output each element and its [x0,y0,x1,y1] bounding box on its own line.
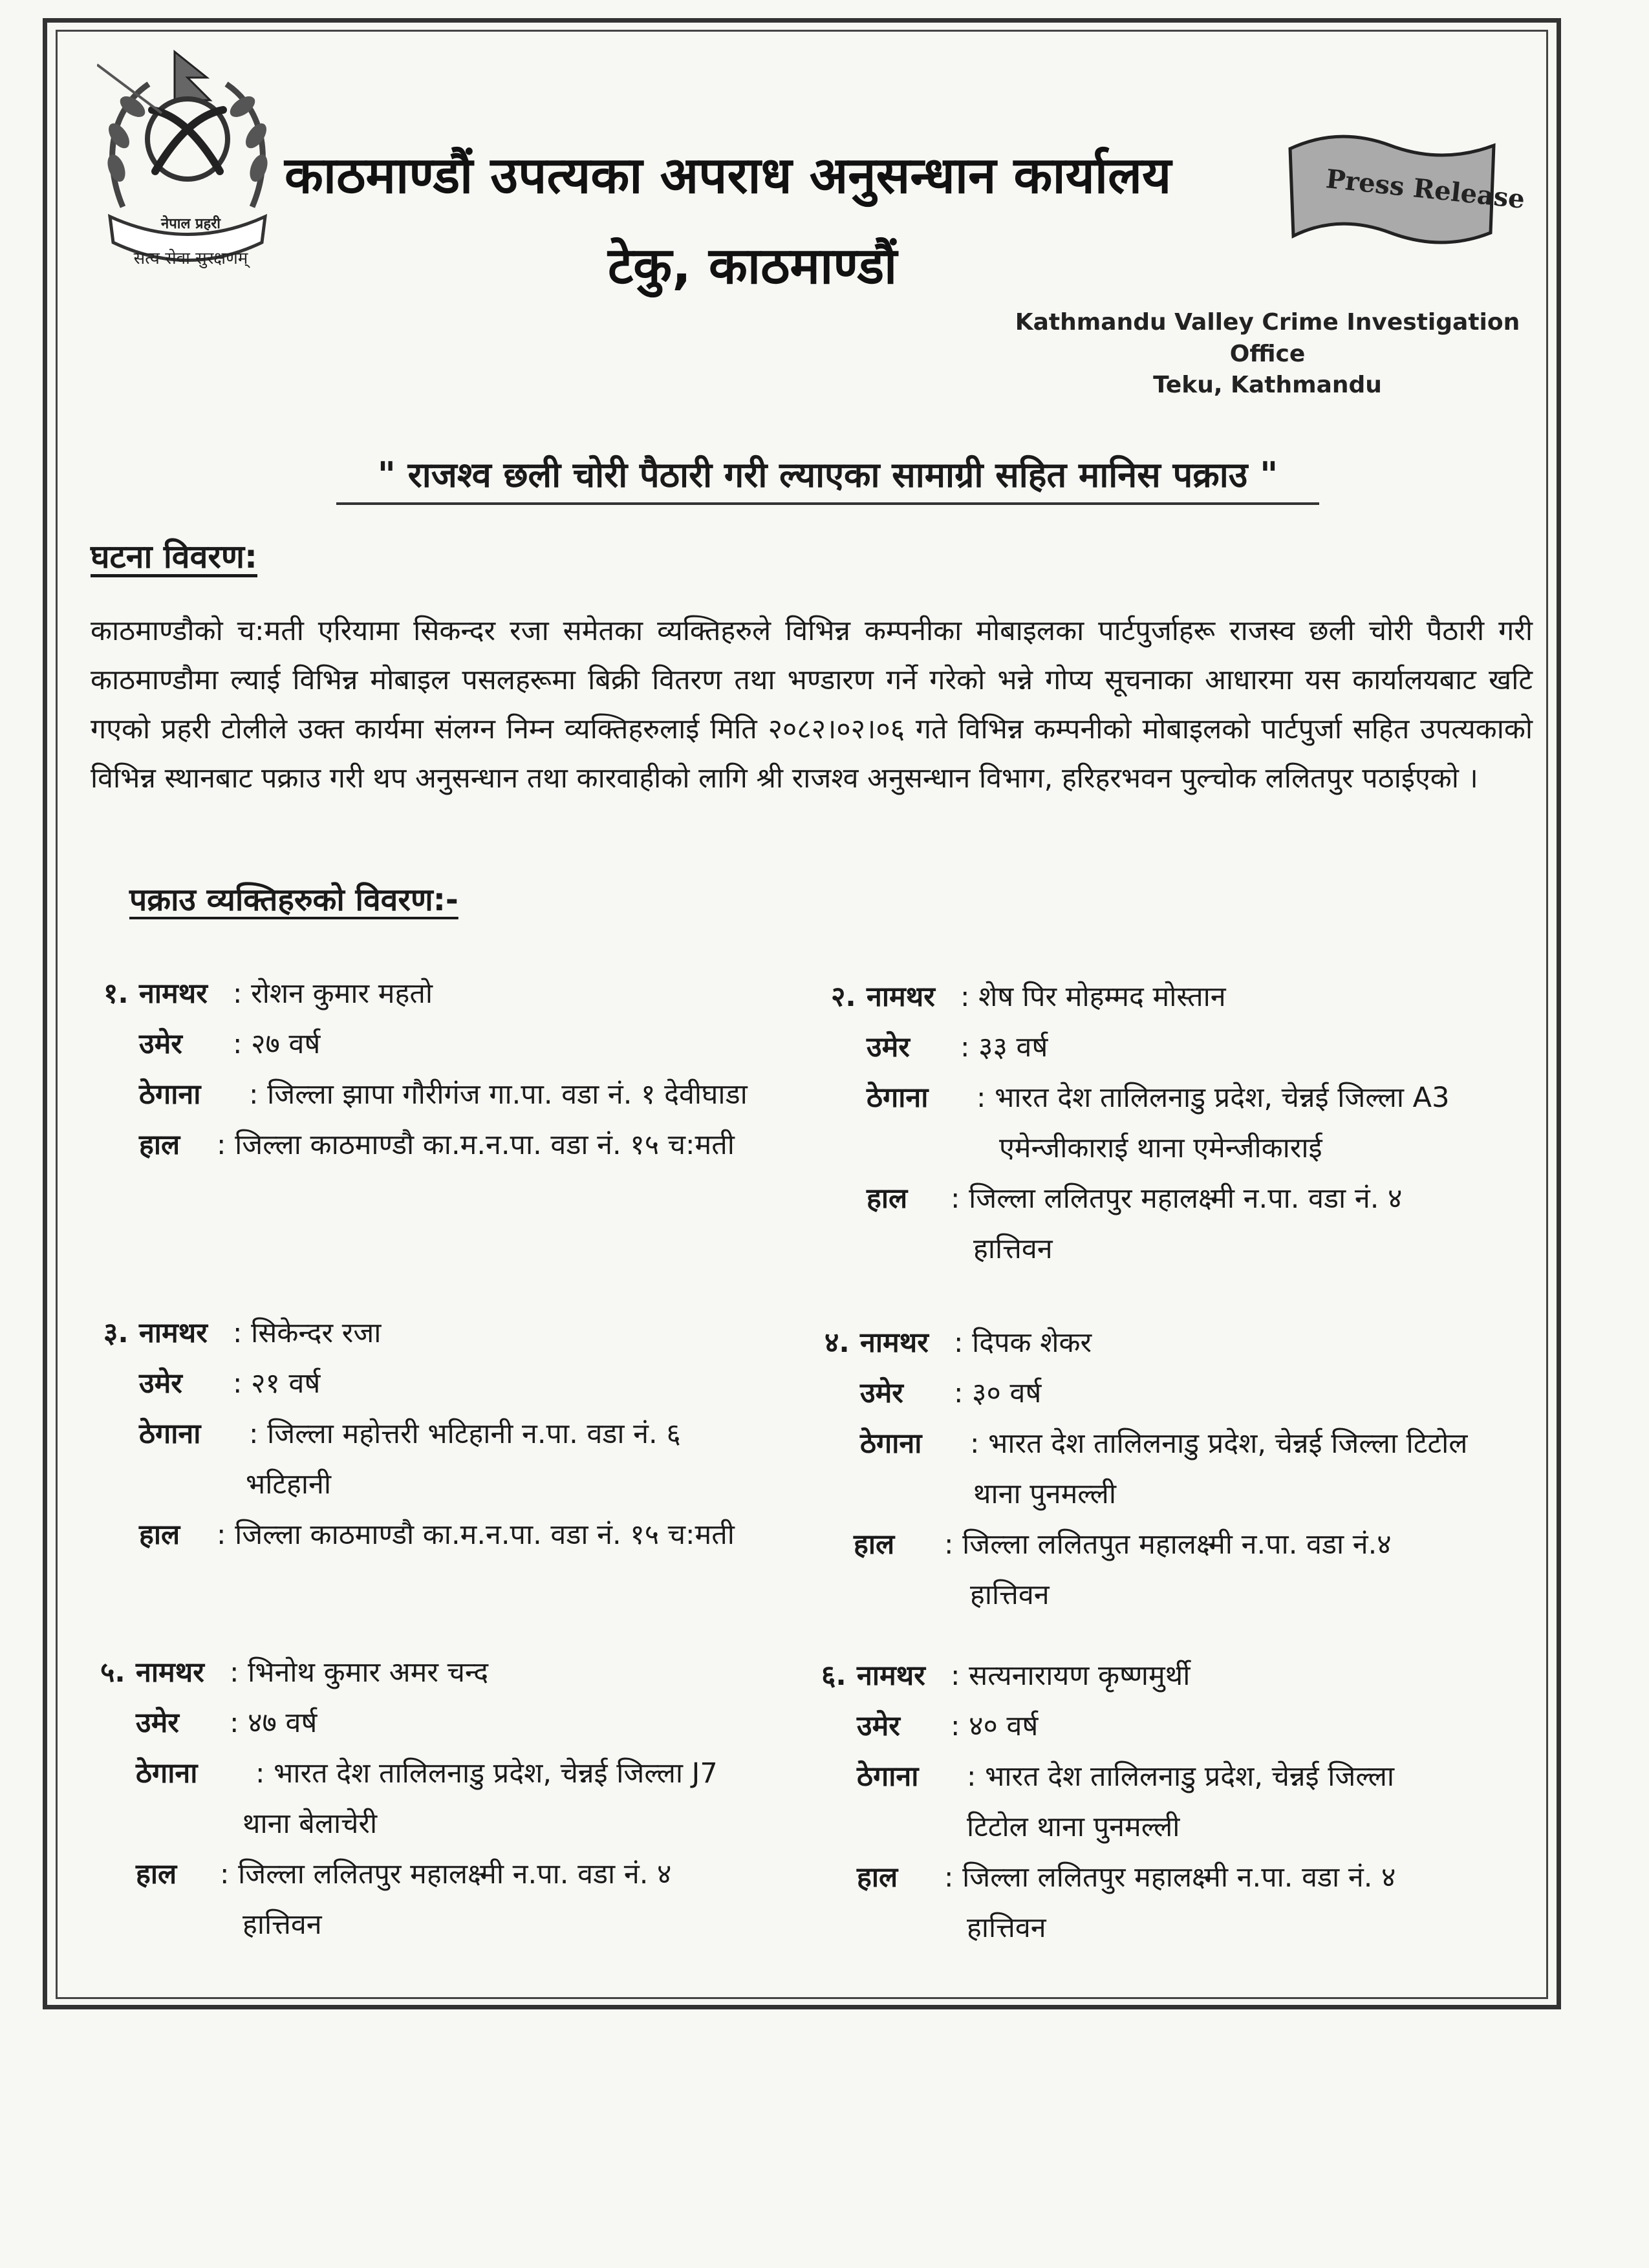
person-address: : भारत देश तालिलनाडु प्रदेश, चेन्नई जिल्ला J7 [255,1757,718,1790]
age-label: उमेर [857,1710,900,1742]
person-number: ५. [100,1656,125,1689]
address-label: ठेगाना [139,1418,201,1450]
person-number: १. [103,978,129,1010]
person-name: : शेष पिर मोहम्मद मोस्तान [960,981,1226,1013]
person-name: : दिपक शेकर [954,1327,1092,1359]
current-label: हाल [136,1858,177,1890]
person-address: : भारत देश तालिलनाडु प्रदेश, चेन्नई जिल्ला [967,1760,1394,1793]
address-label: ठेगाना [867,1082,929,1114]
person-current-address-cont: हात्तिवन [973,1233,1053,1265]
person-current-address-cont: हात्तिवन [970,1579,1050,1611]
person-age: : ३० वर्ष [954,1377,1042,1409]
person-address: : जिल्ला महोत्तरी भटिहानी न.पा. वडा नं. ६ [249,1418,681,1450]
office-location-nepali: टेकु, काठमाण्डौं [608,237,898,295]
person-age: : २७ वर्ष [233,1028,321,1060]
name-label: नामथर [860,1327,929,1359]
person-address: : भारत देश तालिलनाडु प्रदेश, चेन्नई जिल्ला A3 [976,1082,1450,1114]
person-number: ६. [821,1660,846,1692]
office-name-english-line1: Kathmandu Valley Crime Investigation Office [1015,309,1520,367]
person-age: : २१ वर्ष [233,1367,321,1400]
person-current-address-cont: हात्तिवन [967,1912,1046,1944]
person-number: ३. [103,1317,129,1349]
office-title-nepali: काठमाण्डौं उपत्यका अपराध अनुसन्धान कार्यालय [285,147,1172,205]
person-card-2 [831,976,1516,1279]
person-address-cont: टिटोल थाना पुनमल्ली [967,1811,1180,1843]
person-address-cont: थाना पुनमल्ली [973,1478,1116,1510]
person-name: : भिनोथ कुमार अमर चन्द [230,1656,489,1689]
person-current-address: : जिल्ला ललितपुत महालक्ष्मी न.पा. वडा नं.४ [944,1528,1392,1561]
person-name: : सिकेन्दर रजा [233,1317,382,1349]
incident-heading: घटना विवरण: [91,538,258,575]
person-address: : भारत देश तालिलनाडु प्रदेश, चेन्नई जिल्ला टिटोल [970,1428,1468,1460]
person-age: : ४७ वर्ष [230,1707,318,1739]
address-label: ठेगाना [857,1760,919,1793]
age-label: उमेर [139,1028,182,1060]
current-label: हाल [857,1861,898,1894]
person-address: : जिल्ला झापा गौरीगंज गा.पा. वडा नं. १ देवीघाडा [249,1078,748,1111]
person-age: : ४० वर्ष [951,1710,1039,1742]
person-age: : ३३ वर्ष [960,1031,1048,1064]
age-label: उमेर [860,1377,903,1409]
incident-description: काठमाण्डौको च:मती एरियामा सिकन्दर रजा समेतका व्यक्तिहरुले विभिन्न कम्पनीका मोबाइलका पार्टपुर्जाहरू राजस्व छली चोरी पैठारी गरी काठमाण्डौमा ल्याई विभिन्न मोबाइल पसलहरूमा बिक्री वितरण तथा भण्डारण गर्ने गरेको भन्ने गोप्य सूचनाका आधारमा यस कार्यालयबाट खटि गएको प्रहरी टोलीले उक्त कार्यमा संलग्न निम्न व्यक्तिहरुलाई मिति २०८२।०२।०६ गते विभिन्न कम्पनीको मोबाइलको पार्टपुर्जा सहित उपत्यकाको विभिन्न स्थानबाट पक्राउ गरी थप अनुसन्धान तथा कारवाहीको लागि श्री राजश्व अनुसन्धान विभाग, हरिहरभवन पुल्चोक ललितपुर पठाईएको । [91,615,1533,795]
name-label: नामथर [136,1656,204,1689]
emblem-motto: सत्य सेवा सुरक्षणम् [133,249,248,268]
name-label: नामथर [139,978,208,1010]
person-card-5 [100,1652,786,1954]
person-current-address: : जिल्ला काठमाण्डौ का.म.न.पा. वडा नं. १५ च:मती [217,1519,735,1551]
person-current-address: : जिल्ला ललितपुर महालक्ष्मी न.पा. वडा नं. ४ [220,1858,672,1890]
office-name-english [1009,307,1526,401]
office-name-english-line2: Teku, Kathmandu [1153,372,1382,399]
person-current-address: : जिल्ला काठमाण्डौ का.म.न.पा. वडा नं. १५ च:मती [217,1129,735,1161]
person-card-4 [824,1322,1510,1625]
person-number: ४. [824,1327,850,1359]
person-current-address: : जिल्ला ललितपुर महालक्ष्मी न.पा. वडा नं. ४ [951,1182,1403,1215]
person-current-address: : जिल्ला ललितपुर महालक्ष्मी न.पा. वडा नं. ४ [944,1861,1396,1894]
age-label: उमेर [139,1367,182,1400]
current-label: हाल [867,1182,908,1215]
person-address-cont: एमेन्जीकाराई थाना एमेन्जीकाराई [999,1132,1322,1164]
person-name: : सत्यनारायण कृष्णमुर्थी [951,1660,1191,1692]
person-card-3 [103,1312,789,1565]
person-number: २. [831,981,856,1013]
age-label: उमेर [136,1707,179,1739]
person-address-cont: थाना बेलाचेरी [242,1808,378,1840]
person-current-address-cont: हात्तिवन [242,1909,322,1941]
person-card-6 [821,1655,1507,1958]
address-label: ठेगाना [139,1078,201,1111]
person-card-1 [103,973,789,1175]
name-label: नामथर [857,1660,925,1692]
emblem-label: नेपाल प्रहरी [161,216,221,232]
current-label: हाल [139,1129,180,1161]
address-label: ठेगाना [136,1757,198,1790]
person-name: : रोशन कुमार महतो [233,978,433,1010]
current-label: हाल [139,1519,180,1551]
press-headline: " राजश्व छली चोरी पैठारी गरी ल्याएका सामाग्री सहित मानिस पक्राउ " [336,449,1319,505]
arrested-persons-heading: पक्राउ व्यक्तिहरुको विवरण:- [129,882,458,918]
name-label: नामथर [867,981,935,1013]
person-address-cont: भटिहानी [246,1468,332,1501]
age-label: उमेर [867,1031,910,1064]
name-label: नामथर [139,1317,208,1349]
current-label: हाल [854,1528,895,1561]
address-label: ठेगाना [860,1428,922,1460]
press-release-badge: Press Release [1324,164,1527,215]
